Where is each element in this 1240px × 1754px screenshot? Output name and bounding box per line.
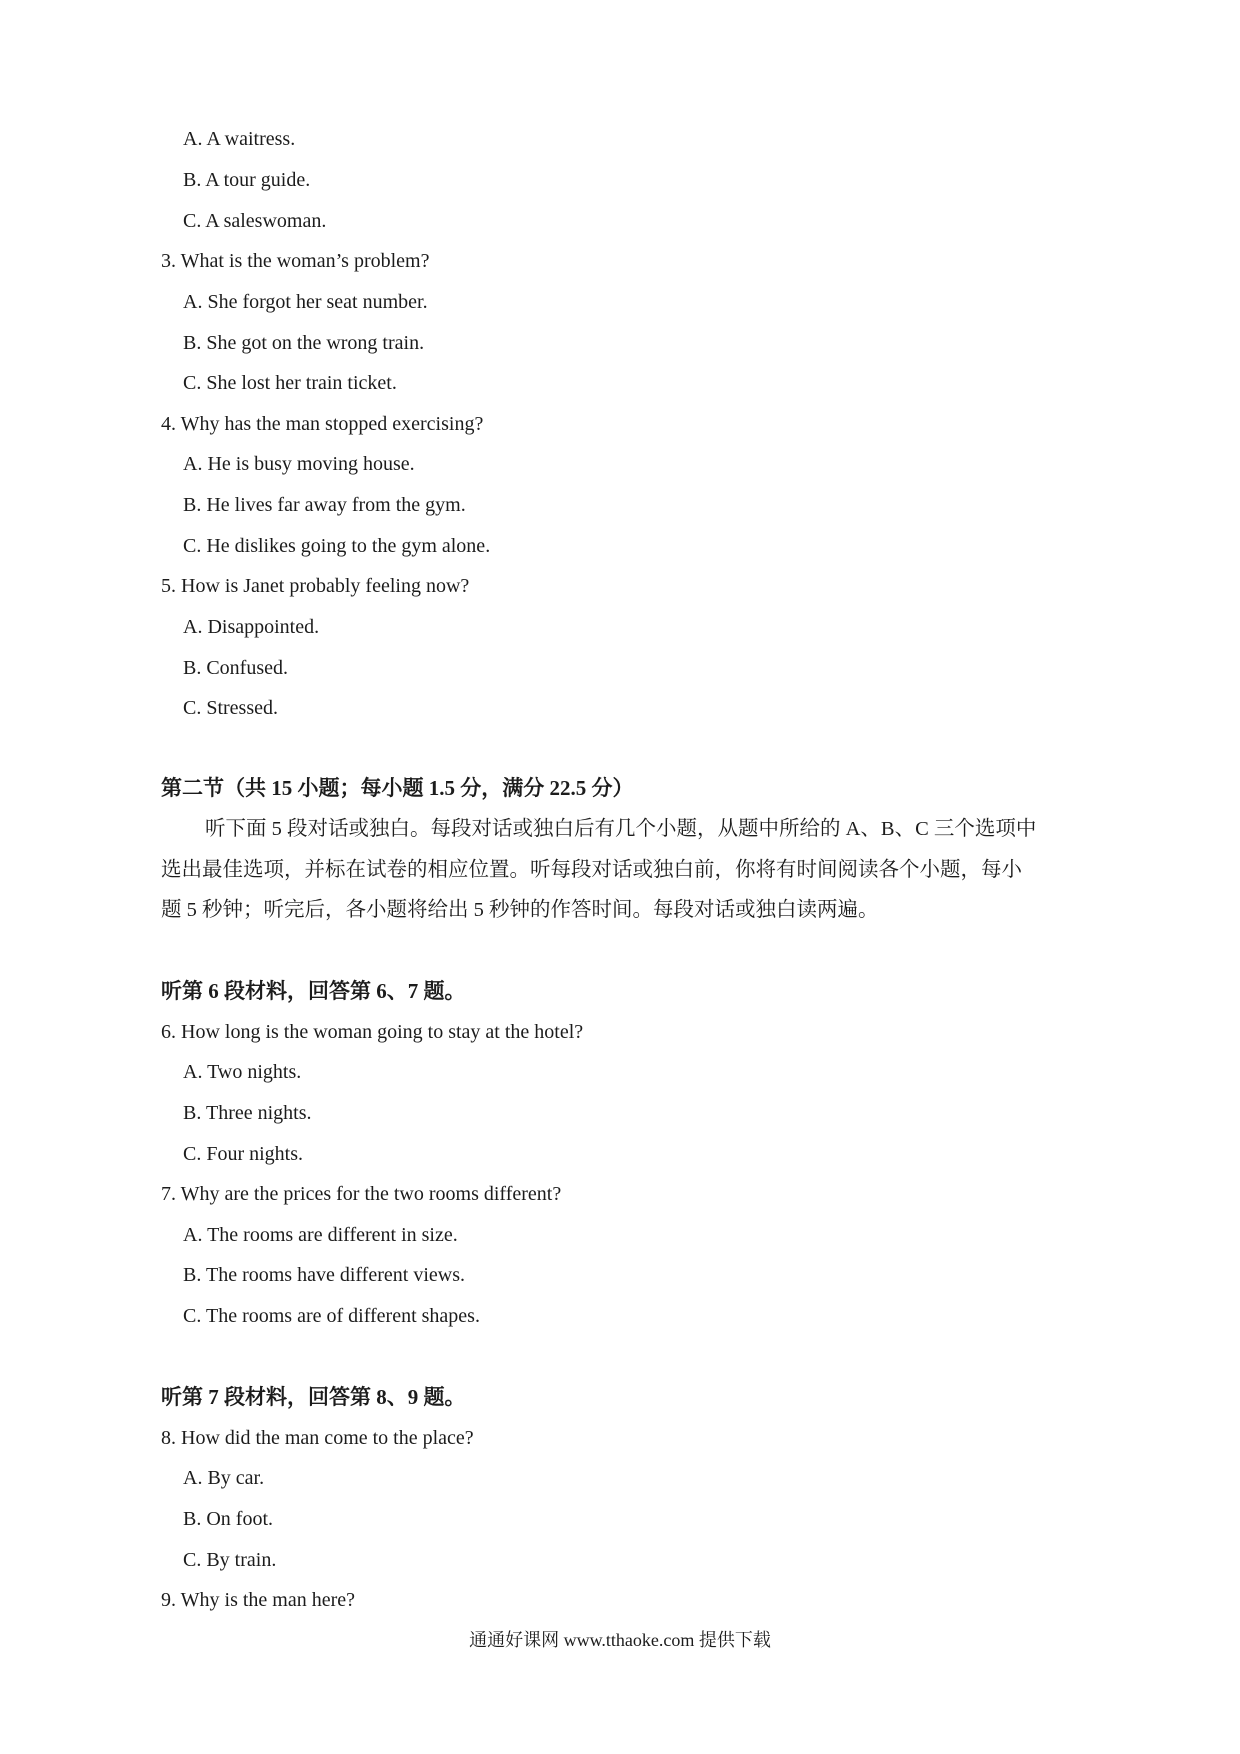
- q2-option-b: B. A tour guide.: [183, 169, 311, 191]
- q3-option-c: C. She lost her train ticket.: [183, 372, 397, 394]
- q2-option-c: C. A saleswoman.: [183, 210, 327, 232]
- q5-stem: 5. How is Janet probably feeling now?: [161, 575, 470, 597]
- q6-option-b: B. Three nights.: [183, 1102, 312, 1124]
- q7-option-c: C. The rooms are of different shapes.: [183, 1305, 480, 1327]
- q8-option-c: C. By train.: [183, 1549, 277, 1571]
- q4-stem: 4. Why has the man stopped exercising?: [161, 413, 484, 435]
- q7-option-b: B. The rooms have different views.: [183, 1264, 465, 1286]
- q5-option-c: C. Stressed.: [183, 697, 278, 719]
- section2-heading: 第二节（共 15 小题；每小题 1.5 分，满分 22.5 分）: [161, 776, 634, 800]
- section2-instructions-line2: 选出最佳选项，并标在试卷的相应位置。听每段对话或独白前，你将有时间阅读各个小题，每小: [161, 859, 1022, 881]
- section2-instructions-line3: 题 5 秒钟；听完后，各小题将给出 5 秒钟的作答时间。每段对话或独白读两遍。: [161, 899, 879, 921]
- q8-stem: 8. How did the man come to the place?: [161, 1427, 474, 1449]
- q9-stem: 9. Why is the man here?: [161, 1589, 356, 1611]
- q5-option-b: B. Confused.: [183, 657, 288, 679]
- page-footer: 通通好课网 www.tthaoke.com 提供下载: [469, 1630, 771, 1650]
- q7-stem: 7. Why are the prices for the two rooms different?: [161, 1183, 562, 1205]
- q3-stem: 3. What is the woman’s problem?: [161, 250, 430, 272]
- q8-option-b: B. On foot.: [183, 1508, 273, 1530]
- q8-option-a: A. By car.: [183, 1467, 265, 1489]
- q2-option-a: A. A waitress.: [183, 128, 296, 150]
- q6-option-c: C. Four nights.: [183, 1143, 304, 1165]
- q4-option-b: B. He lives far away from the gym.: [183, 494, 466, 516]
- section2-instructions-line1: 听下面 5 段对话或独白。每段对话或独白后有几个小题，从题中所给的 A、B、C 三个选项中: [205, 818, 1037, 840]
- q5-option-a: A. Disappointed.: [183, 616, 320, 638]
- q3-option-b: B. She got on the wrong train.: [183, 332, 425, 354]
- q3-option-a: A. She forgot her seat number.: [183, 291, 428, 313]
- q4-option-a: A. He is busy moving house.: [183, 453, 415, 475]
- q6-stem: 6. How long is the woman going to stay at the hotel?: [161, 1021, 584, 1043]
- material6-heading: 听第 6 段材料，回答第 6、7 题。: [161, 979, 466, 1003]
- material7-heading: 听第 7 段材料，回答第 8、9 题。: [161, 1385, 466, 1409]
- q7-option-a: A. The rooms are different in size.: [183, 1224, 458, 1246]
- q4-option-c: C. He dislikes going to the gym alone.: [183, 535, 491, 557]
- q6-option-a: A. Two nights.: [183, 1061, 302, 1083]
